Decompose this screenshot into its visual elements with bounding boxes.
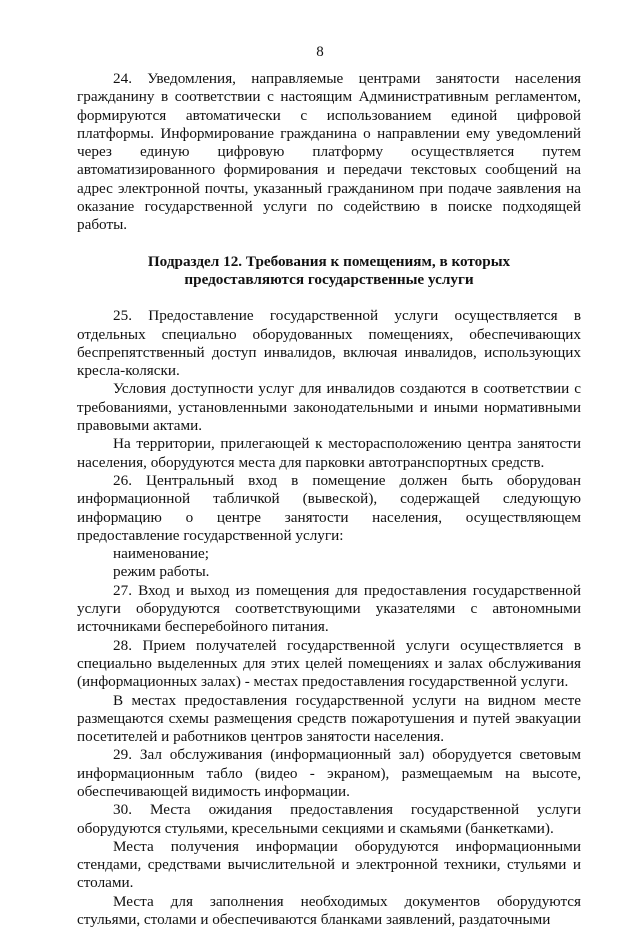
paragraph-forms-places: Места для заполнения необходимых документов оборудуются стульями, столами и обеспечиваются бланками заявлений, раздаточными (77, 892, 581, 929)
section-heading: Подраздел 12. Требования к помещениям, в которых предоставляются государственные услуги (147, 252, 511, 288)
paragraph-accessibility: Условия доступности услуг для инвалидов создаются в соответствии с требованиями, установленными законодательными и иными нормативными правовыми актами. (77, 380, 581, 435)
document-body (77, 70, 581, 929)
paragraph-30: 30. Места ожидания предоставления государственной услуги оборудуются стульями, кресельными секциями и скамьями (банкетками). (77, 801, 581, 837)
paragraph-27: 27. Вход и выход из помещения для предоставления государственной услуги оборудуются соответствующими указателями с автономными источниками бесперебойного питания. (77, 581, 581, 636)
paragraph-26: 26. Центральный вход в помещение должен быть оборудован информационной табличкой (вывеской), содержащей следующую информацию о центре занятости населения, осуществляющем предоставление государственной услуги: (77, 471, 581, 544)
page-number: 8 (316, 44, 324, 60)
paragraph-25: 25. Предоставление государственной услуги осуществляется в отдельных специально оборудованных помещениях, обеспечивающих беспрепятственный доступ инвалидов, включая инвалидов, использующих кресла-коляски. (77, 307, 581, 380)
paragraph-29: 29. Зал обслуживания (информационный зал) оборудуется световым информационным табло (видео - экраном), размещаемым на высоте, обеспечивающей видимость информации. (77, 746, 581, 800)
paragraph-parking: На территории, прилегающей к месторасположению центра занятости населения, оборудуются места для парковки автотранспортных средств. (77, 435, 581, 471)
list-item-name: наименование; (113, 545, 209, 563)
list-item-schedule: режим работы. (113, 563, 210, 581)
paragraph-28: 28. Прием получателей государственной услуги осуществляется в специально выделенных для этих целей помещениях и залах обслуживания (информационных залах) - местах предоставления государственной услуги. (77, 636, 581, 691)
paragraph-24: 24. Уведомления, направляемые центрами занятости населения гражданину в соответствии с настоящим Административным регламентом, формируются автоматически с использованием единой цифровой платформы. Информирование гражданина о направлении ему уведомлений через единую цифровую платформу осуществляется путем автоматизированного формирования и передачи текстовых сообщений на адрес электронной почты, указанный гражданином при подаче заявления на оказание государственной услуги по содействию в поиске подходящей работы. (77, 70, 581, 234)
paragraph-evacuation: В местах предоставления государственной услуги на видном месте размещаются схемы размещения средств пожаротушения и путей эвакуации посетителей и работников центров занятости населения. (77, 691, 581, 746)
paragraph-info-places: Места получения информации оборудуются информационными стендами, средствами вычислительной и электронной техники, стульями и столами. (77, 837, 581, 892)
